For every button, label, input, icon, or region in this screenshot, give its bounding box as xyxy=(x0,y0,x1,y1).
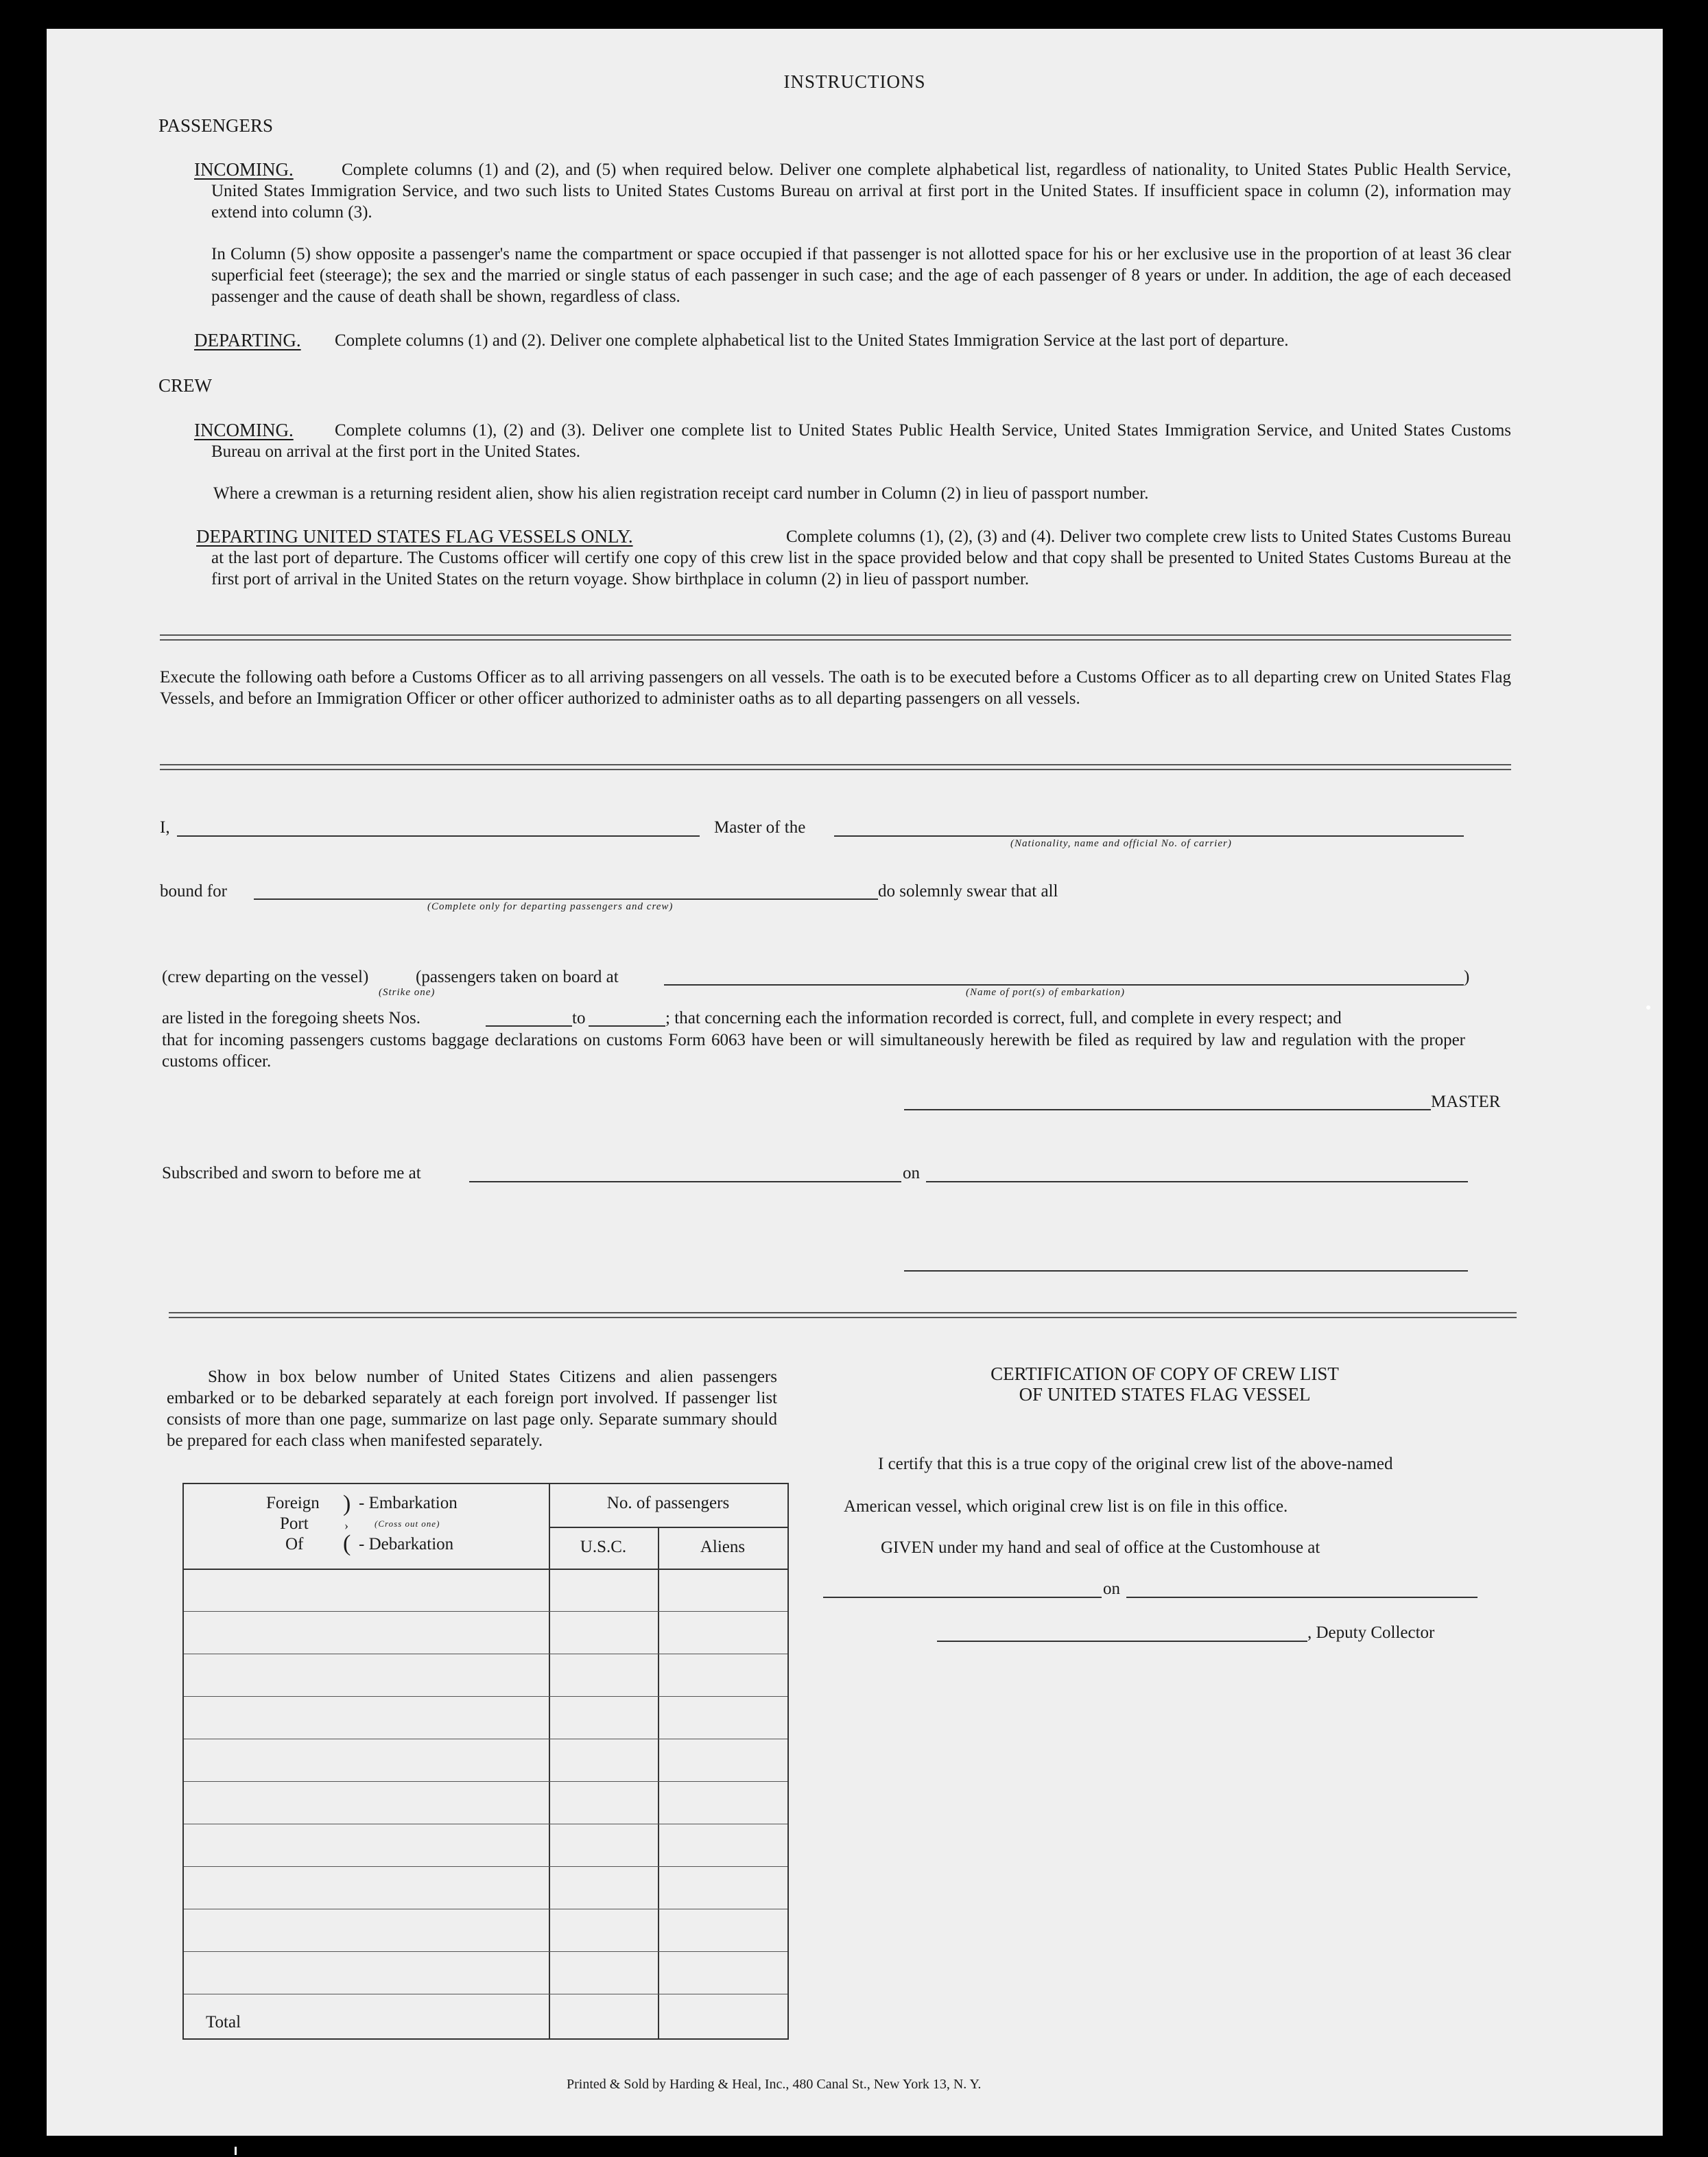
speck xyxy=(235,2147,237,2155)
summary-text: Show in box below number of United States Citizens and alien passengers embarked or to be debarked separately at each foreign port involved. If passenger list consists of more than one page, summarize on last page only. Separate summary should be prepared for each class when manifested separately. xyxy=(167,1368,777,1450)
ports-hint: (Name of port(s) of embarkation) xyxy=(966,987,1125,998)
passengers-incoming-label: INCOMING. xyxy=(194,159,294,180)
usc-header: U.S.C. xyxy=(580,1538,627,1556)
passengers-taken-option: (passengers taken on board at xyxy=(416,968,619,986)
printer-footer: Printed & Sold by Harding & Heal, Inc., 480 Canal St., New York 13, N. Y. xyxy=(567,2077,982,2092)
speck xyxy=(1646,1005,1650,1010)
table-col-divider-2 xyxy=(658,1527,659,2038)
crew-departing-option: (crew departing on the vessel) xyxy=(162,968,369,986)
table-row-line xyxy=(184,1781,787,1782)
instructions-title: INSTRUCTIONS xyxy=(783,71,926,92)
master-name-line[interactable] xyxy=(177,835,700,837)
certification-line-3: GIVEN under my hand and seal of office at the Customhouse at xyxy=(881,1538,1320,1557)
brace-bottom: ( xyxy=(343,1531,351,1556)
master-of-the-label: Master of the xyxy=(714,818,806,837)
listed-text-b: ; that concerning each the information recorded is correct, full, and complete in every respect; and xyxy=(665,1009,1342,1027)
listed-text-a: are listed in the foregoing sheets Nos. xyxy=(162,1009,420,1027)
bound-for-line[interactable] xyxy=(254,898,878,900)
passengers-departing-label: DEPARTING. xyxy=(194,330,301,350)
passengers-departing-text: Complete columns (1) and (2). Deliver one complete alphabetical list to the United States Immigration Service at the last port of departure. xyxy=(335,331,1289,350)
crew-departing-label: DEPARTING UNITED STATES FLAG VESSELS ONLY. xyxy=(196,526,633,547)
bound-for-label: bound for xyxy=(160,882,227,901)
divider-2 xyxy=(160,764,1511,770)
master-signature-line[interactable] xyxy=(904,1109,1431,1110)
table-subheader-line xyxy=(549,1527,787,1528)
summary-table xyxy=(182,1483,789,2040)
crew-resident-text: Where a crewman is a returning resident alien, show his alien registration receipt card number in Column (2) in lieu of passport number. xyxy=(213,484,1149,503)
brace-mid: › xyxy=(344,1518,348,1532)
master-label: MASTER xyxy=(1431,1093,1501,1111)
passengers-column5-text: In Column (5) show opposite a passenger's name the compartment or space occupied if that passenger is not allotted space for his or her exclusive use in the proportion of at least 36 clear superficial feet (steerage); the sex and the married or single status of each passenger in such case; and the age of each passenger of 8 years or under. In addition, the age of each deceased passenger and the cause of death shall be shown, regardless of class. xyxy=(211,245,1511,306)
passengers-incoming-text: Complete columns (1) and (2), and (5) when required below. Deliver one complete alphabetical list, regardless of nationality, to United States Public Health Service, United States Immigration Service, and two such lists to United States Customs Bureau on arrival at first port in the United States. If insufficient space in column (2), information may extend into column (3). xyxy=(211,160,1511,222)
port-label: Port xyxy=(280,1514,309,1533)
passengers-heading: PASSENGERS xyxy=(158,115,274,136)
form-sheet xyxy=(47,29,1663,2136)
sheet-from-line[interactable] xyxy=(486,1025,572,1027)
crew-heading: CREW xyxy=(158,375,212,396)
brace-top: ) xyxy=(343,1491,351,1516)
strike-one-hint: (Strike one) xyxy=(379,987,436,998)
certification-line-2: American vessel, which original crew list is on file in this office. xyxy=(844,1497,1288,1516)
table-row-line xyxy=(184,1696,787,1697)
foreign-label: Foreign xyxy=(266,1494,320,1512)
certification-on-label: on xyxy=(1103,1580,1120,1598)
officer-signature-line[interactable] xyxy=(904,1270,1468,1272)
aliens-header: Aliens xyxy=(700,1538,746,1556)
crew-incoming-label: INCOMING. xyxy=(194,420,294,440)
listed-text-c: that for incoming passengers customs baggage declarations on customs Form 6063 have been or will simultaneously herewith be filed as required by law and regulation with the proper customs officer. xyxy=(162,1031,1465,1071)
total-label: Total xyxy=(206,2013,241,2031)
crew-departing-text: Complete columns (1), (2), (3) and (4). Deliver two complete crew lists to United States Customs Bureau at the last port of departure. The Customs officer will certify one copy of this crew list in the space provided below and that copy shall be presented to United States Customs Bureau at the first port of arrival in the United States on the return voyage. Show birthplace in column (2) in lieu of passport number. xyxy=(211,527,1511,588)
deputy-collector-label: , Deputy Collector xyxy=(1307,1623,1435,1642)
customhouse-line[interactable] xyxy=(823,1597,1102,1598)
close-paren: ) xyxy=(1464,968,1470,986)
divider-1 xyxy=(160,634,1511,641)
sheet-to-line[interactable] xyxy=(589,1025,665,1027)
certification-line-1: I certify that this is a true copy of the original crew list of the above-named xyxy=(878,1455,1393,1473)
embarkation-label: - Embarkation xyxy=(359,1494,458,1512)
crew-incoming-text: Complete columns (1), (2) and (3). Deliver one complete list to United States Public Health Service, United States Immigration Service, and United States Customs Bureau on arrival at the first port in the United States. xyxy=(211,421,1511,461)
cross-out-hint: (Cross out one) xyxy=(375,1518,440,1529)
subscribed-label: Subscribed and sworn to before me at xyxy=(162,1164,421,1182)
ports-line[interactable] xyxy=(664,984,1464,986)
nationality-hint: (Nationality, name and official No. of carrier) xyxy=(1010,838,1232,849)
swear-text: do solemnly swear that all xyxy=(878,882,1058,901)
certification-title-1: CERTIFICATION OF COPY OF CREW LIST xyxy=(991,1363,1339,1384)
oath-intro: Execute the following oath before a Customs Officer as to all arriving passengers on all vessels. The oath is to be executed before a Customs Officer as to all departing crew on United States Flag Vessels, and before an Immigration Officer or other officer authorized to administer oaths as to all departing passengers on all vessels. xyxy=(160,668,1511,708)
listed-to: to xyxy=(572,1009,586,1027)
table-row-line xyxy=(184,1951,787,1952)
divider-3 xyxy=(169,1312,1517,1318)
table-row-line xyxy=(184,1611,787,1612)
certification-title-2: OF UNITED STATES FLAG VESSEL xyxy=(1019,1384,1311,1405)
carrier-line[interactable] xyxy=(834,835,1464,837)
no-of-passengers-header: No. of passengers xyxy=(606,1494,730,1512)
table-row-line xyxy=(184,1866,787,1867)
certification-date-line[interactable] xyxy=(1126,1597,1478,1598)
debarkation-label: - Debarkation xyxy=(359,1535,454,1553)
sworn-place-line[interactable] xyxy=(469,1181,901,1182)
of-label: Of xyxy=(285,1535,304,1553)
sworn-date-line[interactable] xyxy=(926,1181,1468,1182)
oath-i-label: I, xyxy=(160,818,170,837)
deputy-signature-line[interactable] xyxy=(937,1641,1307,1642)
table-col-divider-1 xyxy=(549,1484,550,2038)
table-header-line xyxy=(184,1569,787,1570)
sworn-on-label: on xyxy=(903,1164,920,1182)
bound-hint: (Complete only for departing passengers and crew) xyxy=(427,901,674,912)
